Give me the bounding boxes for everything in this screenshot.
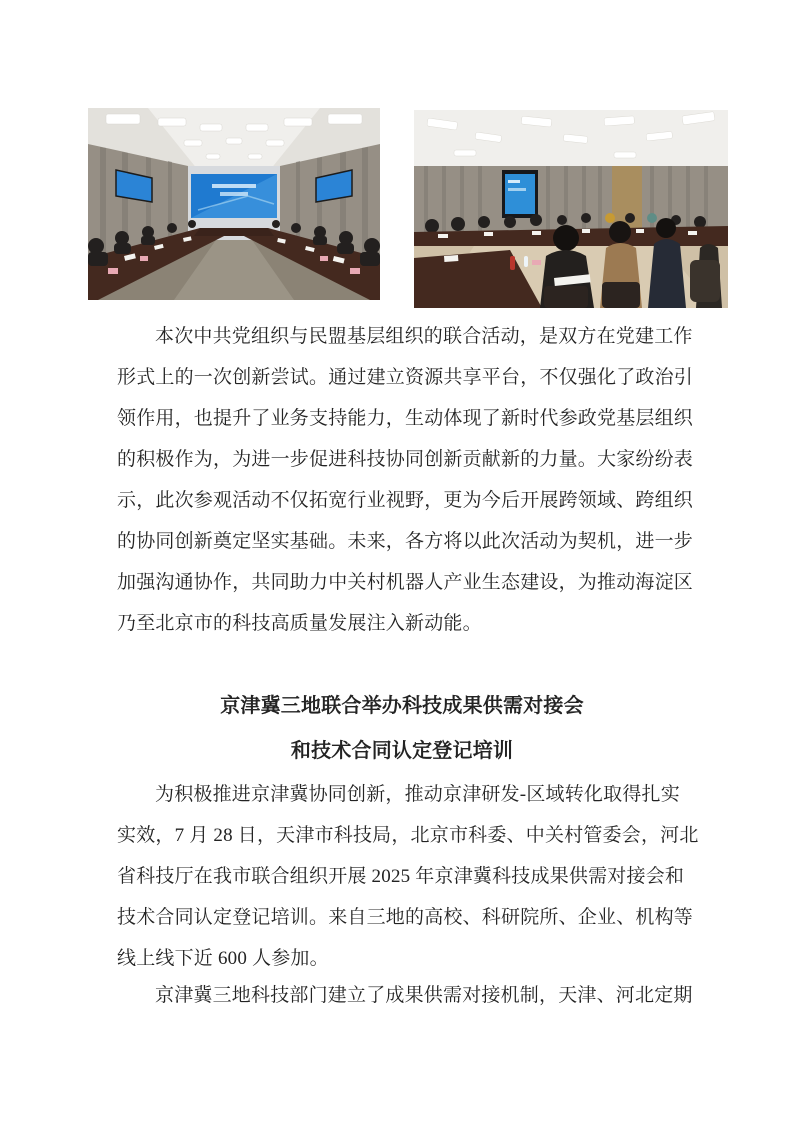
text-line: 的协同创新奠定坚实基础。未来，各方将以此次活动为契机，进一步 bbox=[117, 531, 694, 552]
text-line: 加强沟通协作，共同助力中关村机器人产业生态建设，为推动海淀区 bbox=[117, 572, 694, 593]
text-line: 京津冀三地科技部门建立了成果供需对接机制，天津、河北定期 bbox=[155, 985, 693, 1006]
ceiling bbox=[414, 110, 728, 168]
text-line: 技术合同认定登记培训。来自三地的高校、科研院所、企业、机构等 bbox=[117, 907, 694, 928]
paragraph-docking-mechanism bbox=[117, 975, 693, 1016]
text-line: 线上线下近 600 人参加。 bbox=[117, 948, 329, 969]
text-line: 形式上的一次创新尝试。通过建立资源共享平台，不仅强化了政治引 bbox=[117, 367, 694, 388]
text-line: 和技术合同认定登记培训 bbox=[290, 740, 514, 762]
text-line: 实效，7 月 28 日，天津市科技局，北京市科委、中关村管委会，河北 bbox=[117, 825, 699, 846]
meeting-photo-right-illustration bbox=[414, 110, 728, 308]
meeting-photo-right bbox=[414, 110, 728, 308]
text-line: 省科技厅在我市联合组织开展 2025 年京津冀科技成果供需对接会和 bbox=[117, 866, 685, 887]
text-line: 本次中共党组织与民盟基层组织的联合活动，是双方在党建工作 bbox=[155, 326, 693, 347]
text-line: 领作用，也提升了业务支持能力，生动体现了新时代参政党基层组织 bbox=[117, 408, 694, 429]
text-line: 乃至北京市的科技高质量发展注入新动能。 bbox=[117, 613, 482, 634]
paragraph-activity-summary bbox=[117, 316, 694, 644]
text-line: 示，此次参观活动不仅拓宽行业视野，更为今后开展跨领域、跨组织 bbox=[117, 490, 694, 511]
text-line: 京津冀三地联合举办科技成果供需对接会 bbox=[220, 695, 584, 717]
text-line: 为积极推进京津冀协同创新，推动京津研发-区域转化取得扎实 bbox=[155, 784, 680, 805]
text-line: 的积极作为，为进一步促进科技协同创新贡献新的力量。大家纷纷表 bbox=[117, 449, 694, 470]
meeting-photo-left bbox=[88, 108, 380, 300]
paragraph-training-intro bbox=[117, 774, 699, 979]
section-heading bbox=[117, 684, 687, 774]
meeting-photo-left-illustration bbox=[88, 108, 380, 300]
